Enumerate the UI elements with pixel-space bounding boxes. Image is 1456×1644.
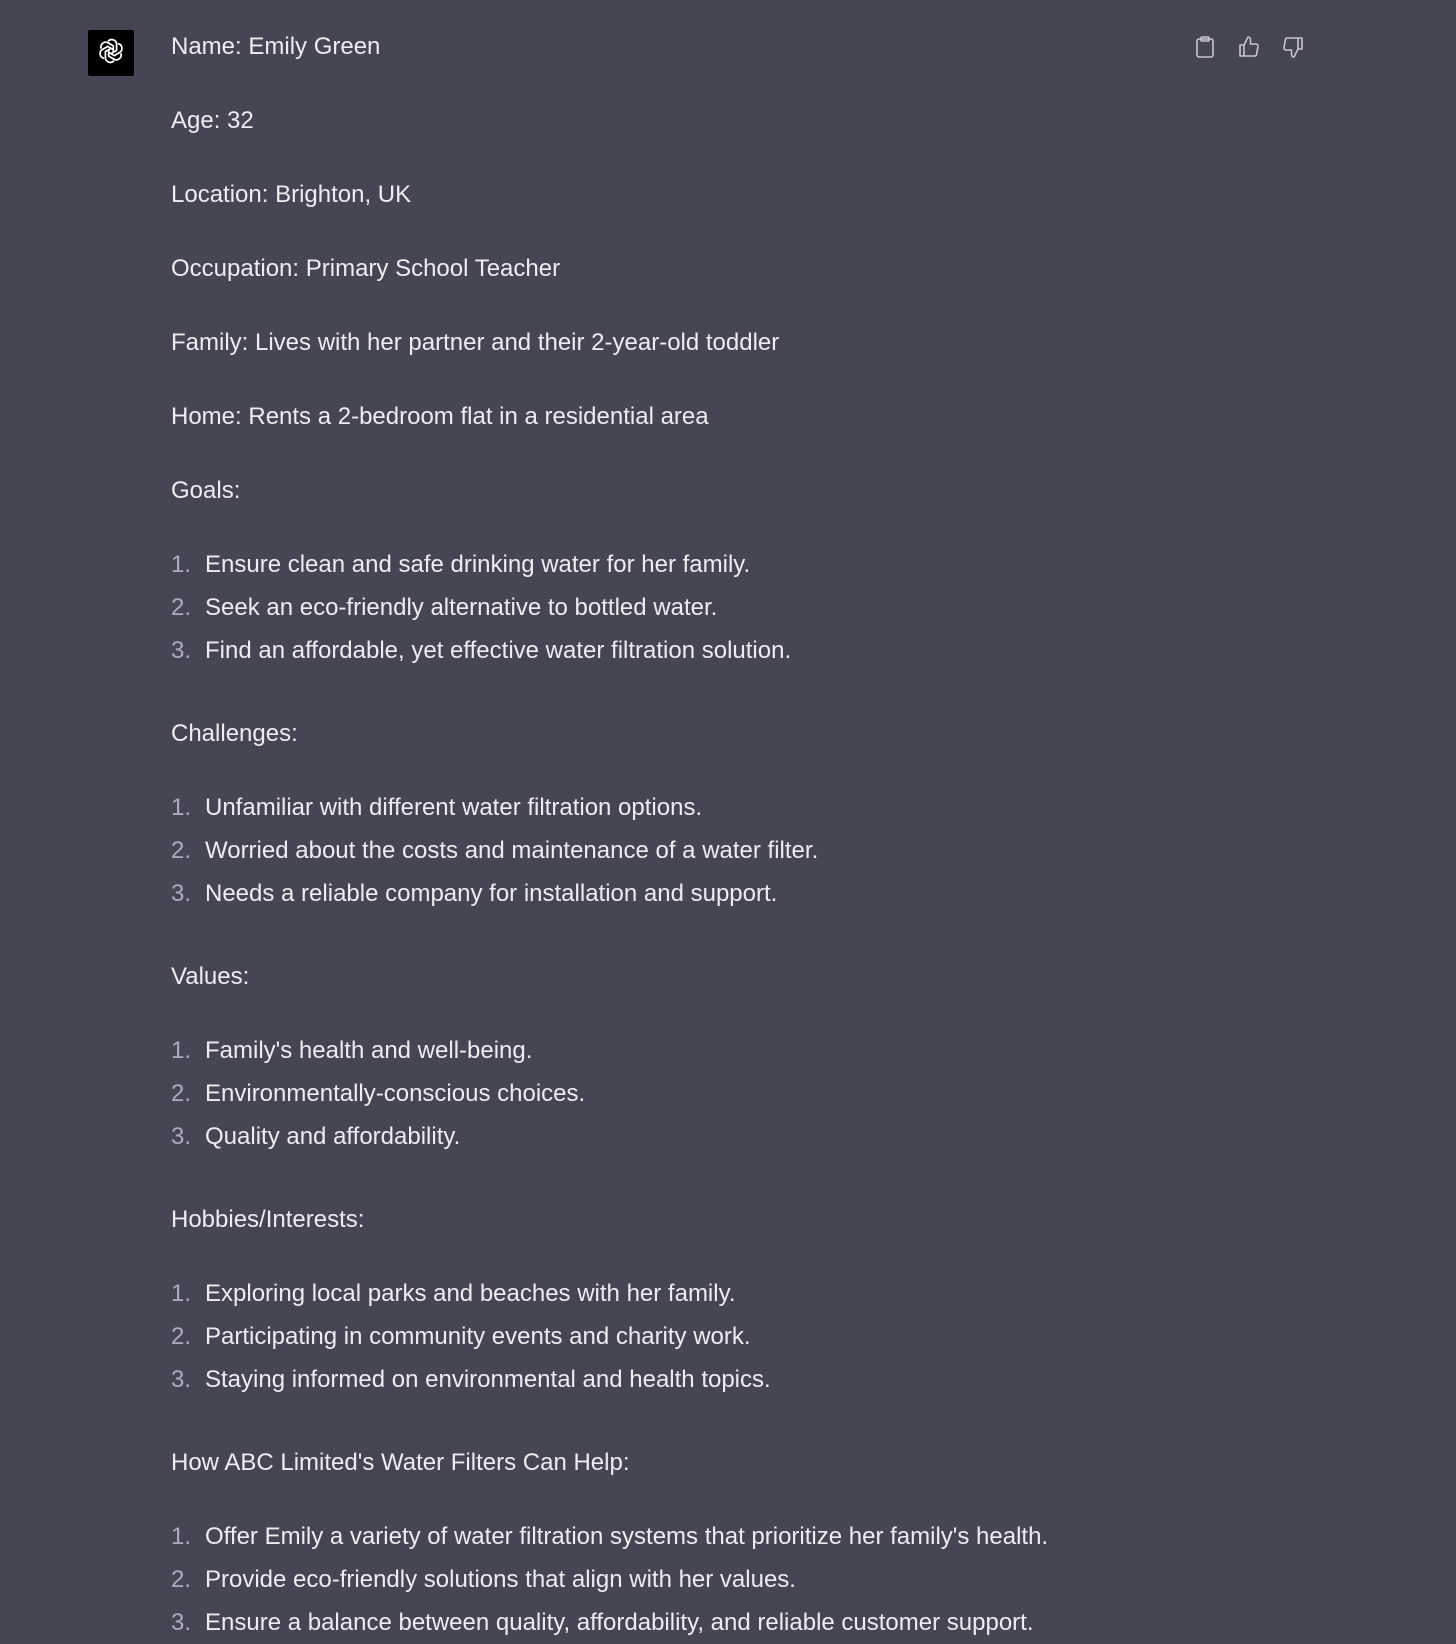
section-title: Challenges: <box>171 720 298 747</box>
section-title: Values: <box>171 963 250 990</box>
profile-home: Home: Rents a 2-bedroom flat in a residential area <box>171 403 709 430</box>
list-number: 1. <box>171 794 192 821</box>
list-text: Staying informed on environmental and health topics. <box>205 1366 771 1393</box>
section-title: How ABC Limited's Water Filters Can Help: <box>171 1449 630 1476</box>
list-number: 3. <box>171 1609 192 1636</box>
list-text: Participating in community events and charity work. <box>205 1323 751 1350</box>
list-text: Seek an eco-friendly alternative to bottled water. <box>205 594 718 621</box>
list-text: Ensure a balance between quality, affordability, and reliable customer support. <box>205 1609 1034 1636</box>
assistant-avatar <box>88 30 134 76</box>
list-number: 3. <box>171 637 192 664</box>
message-actions <box>1190 34 1308 64</box>
section-values <box>171 960 1171 1163</box>
thumbs-up-icon <box>1237 35 1261 64</box>
thumbs-down-button[interactable] <box>1278 34 1308 64</box>
list-number: 1. <box>171 551 192 578</box>
list-item <box>171 1563 1171 1606</box>
profile-name: Name: Emily Green <box>171 33 381 60</box>
list-item <box>171 548 1171 591</box>
list-number: 3. <box>171 1123 192 1150</box>
list-item <box>171 634 1171 677</box>
help-list <box>171 1520 1171 1644</box>
list-item <box>171 1320 1171 1363</box>
list-item <box>171 1034 1171 1077</box>
list-text: Exploring local parks and beaches with her family. <box>205 1280 736 1307</box>
list-text: Needs a reliable company for installation and support. <box>205 880 778 907</box>
list-text: Provide eco-friendly solutions that align with her values. <box>205 1566 796 1593</box>
list-item <box>171 1077 1171 1120</box>
copy-button[interactable] <box>1190 34 1220 64</box>
message-content <box>171 30 1171 1644</box>
list-number: 3. <box>171 880 192 907</box>
list-item <box>171 1520 1171 1563</box>
goals-list <box>171 548 1171 677</box>
list-number: 2. <box>171 594 192 621</box>
list-text: Environmentally-conscious choices. <box>205 1080 586 1107</box>
hobbies-list <box>171 1277 1171 1406</box>
list-item <box>171 834 1171 877</box>
challenges-list <box>171 791 1171 920</box>
list-item <box>171 1606 1171 1644</box>
list-number: 2. <box>171 1080 192 1107</box>
section-goals <box>171 474 1171 677</box>
list-text: Offer Emily a variety of water filtration systems that prioritize her family's health. <box>205 1523 1049 1550</box>
list-number: 2. <box>171 837 192 864</box>
list-text: Quality and affordability. <box>205 1123 461 1150</box>
values-list <box>171 1034 1171 1163</box>
section-hobbies <box>171 1203 1171 1406</box>
list-number: 1. <box>171 1523 192 1550</box>
profile-occupation: Occupation: Primary School Teacher <box>171 255 561 282</box>
clipboard-icon <box>1194 35 1216 64</box>
section-title: Goals: <box>171 477 241 504</box>
list-item <box>171 1363 1171 1406</box>
list-number: 2. <box>171 1323 192 1350</box>
list-text: Family's health and well-being. <box>205 1037 533 1064</box>
list-number: 2. <box>171 1566 192 1593</box>
list-item <box>171 877 1171 920</box>
openai-logo-icon <box>95 35 127 72</box>
section-title: Hobbies/Interests: <box>171 1206 365 1233</box>
list-item <box>171 591 1171 634</box>
section-how-abc-helps <box>171 1446 1171 1644</box>
list-text: Ensure clean and safe drinking water for her family. <box>205 551 751 578</box>
list-text: Unfamiliar with different water filtration options. <box>205 794 703 821</box>
thumbs-up-button[interactable] <box>1234 34 1264 64</box>
list-item <box>171 1277 1171 1320</box>
list-text: Find an affordable, yet effective water filtration solution. <box>205 637 792 664</box>
section-challenges <box>171 717 1171 920</box>
list-item <box>171 1120 1171 1163</box>
list-item <box>171 791 1171 834</box>
list-number: 3. <box>171 1366 192 1393</box>
list-number: 1. <box>171 1280 192 1307</box>
thumbs-down-icon <box>1281 35 1305 64</box>
profile-location: Location: Brighton, UK <box>171 181 412 208</box>
profile-family: Family: Lives with her partner and their 2-year-old toddler <box>171 329 780 356</box>
list-text: Worried about the costs and maintenance of a water filter. <box>205 837 819 864</box>
profile-age: Age: 32 <box>171 107 254 134</box>
list-number: 1. <box>171 1037 192 1064</box>
